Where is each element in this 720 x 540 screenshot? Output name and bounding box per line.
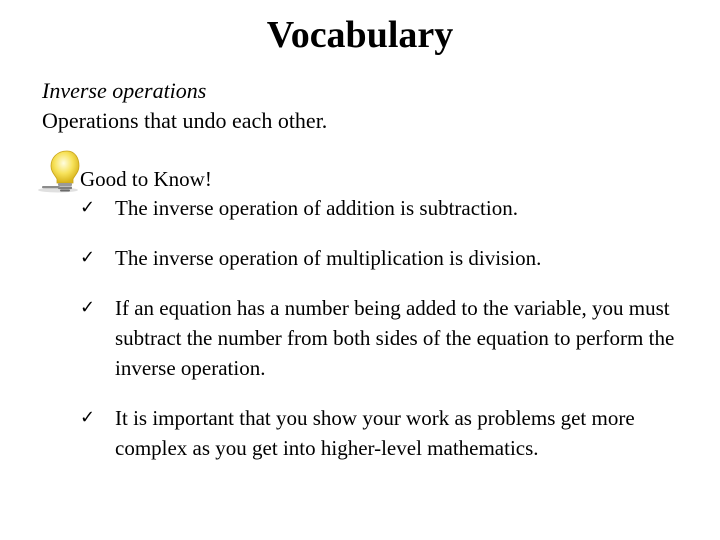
list-item-text: The inverse operation of addition is subtraction. — [115, 196, 518, 220]
checkmark-icon: ✓ — [80, 197, 96, 218]
lightbulb-icon — [36, 146, 86, 196]
page-title: Vocabulary — [266, 14, 454, 56]
checkmark-icon: ✓ — [80, 297, 96, 318]
list-item-text: The inverse operation of multiplication is division. — [115, 246, 542, 270]
good-to-know-heading: Good to Know! — [80, 167, 212, 191]
good-to-know-list — [80, 193, 700, 483]
vocabulary-definition: Operations that undo each other. — [42, 108, 328, 133]
vocabulary-term: Inverse operations — [42, 78, 207, 103]
list-item — [80, 293, 700, 383]
list-item — [80, 243, 700, 273]
checkmark-icon: ✓ — [80, 407, 96, 428]
list-item — [80, 403, 700, 463]
list-item-text: If an equation has a number being added to the variable, you must subtract the number from both sides of the equation to perform the inverse operation. — [115, 296, 675, 380]
list-item-text: It is important that you show your work as problems get more complex as you get into higher-level mathematics. — [115, 406, 635, 460]
checkmark-icon: ✓ — [80, 247, 96, 268]
list-item — [80, 193, 700, 223]
